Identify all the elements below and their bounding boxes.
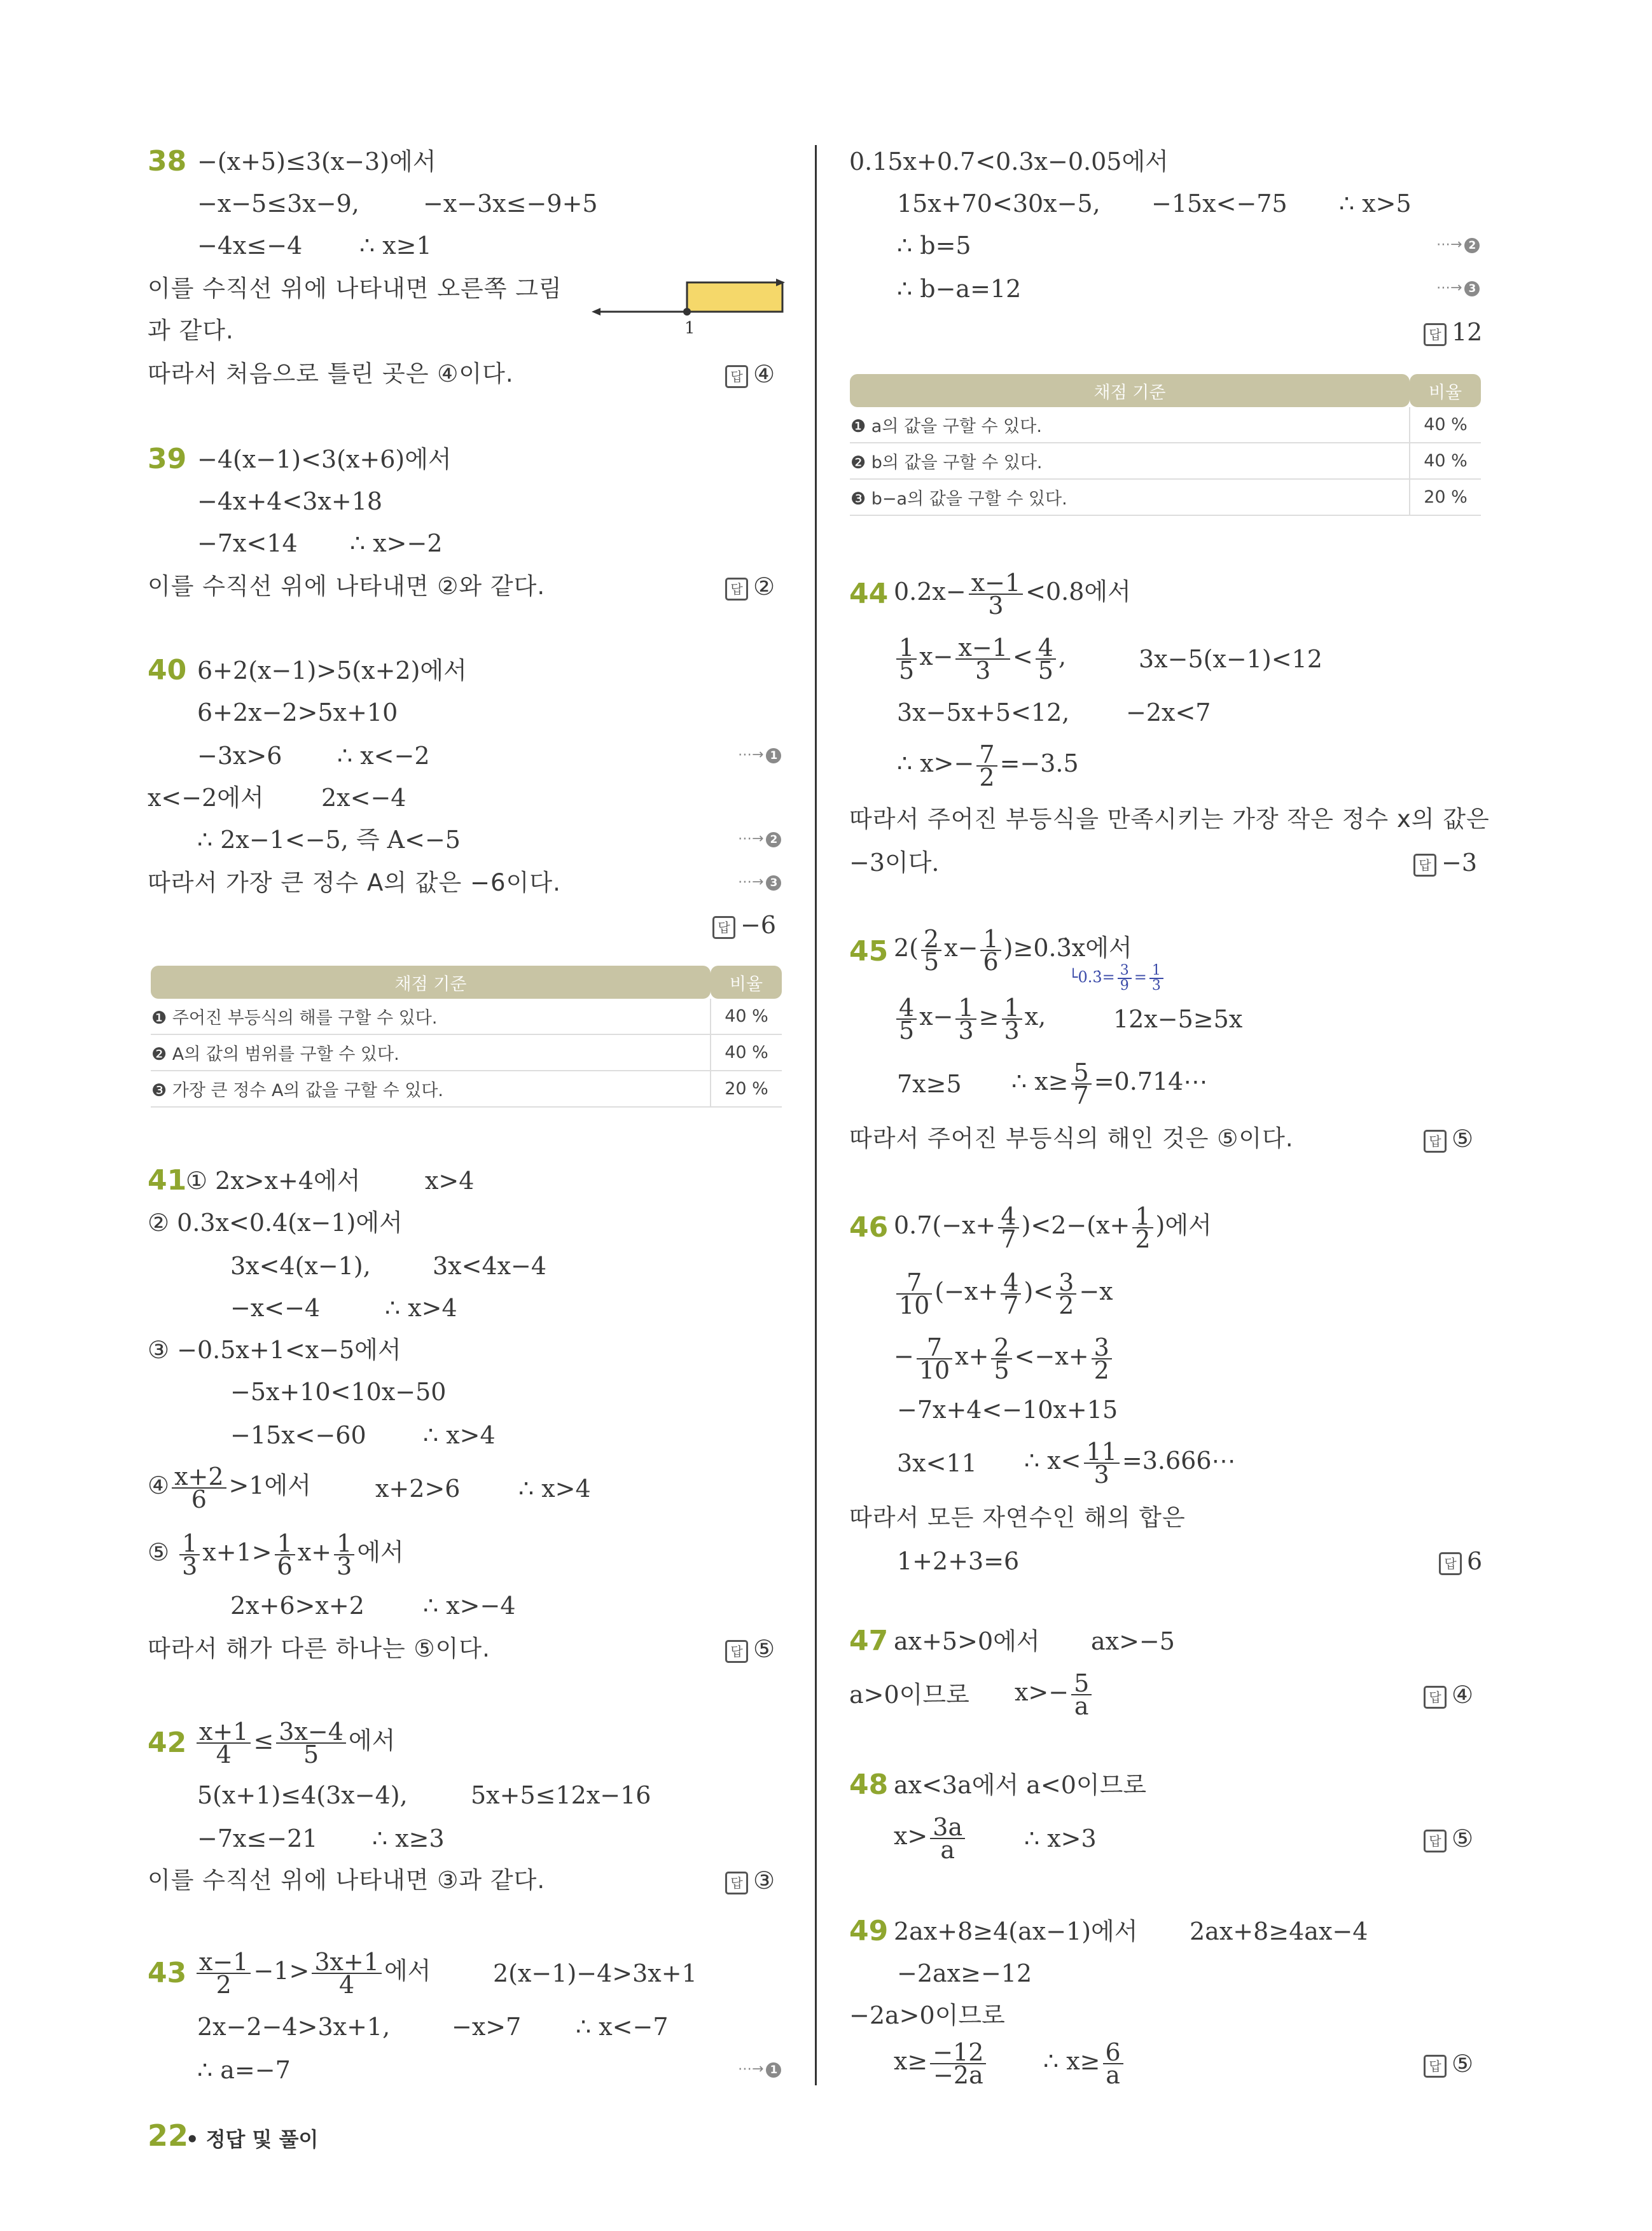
eq-line: ∴ x<−2 [337, 742, 430, 770]
eq-line: −(x+5)≤3(x−3)에서 [197, 148, 436, 176]
eq-line: ax<3a에서 a<0이므로 [894, 1771, 1147, 1799]
answer: 답 ⑤ [1424, 1824, 1473, 1852]
ratio: 40 % [1410, 407, 1481, 443]
eq-line: ∴ b=5 [897, 232, 971, 260]
answer: 답 ④ [725, 360, 775, 388]
eq-line: ① 2x>x+4에서 [186, 1167, 361, 1195]
closed-point [683, 308, 691, 316]
column-divider [815, 145, 817, 2085]
answer: 답 ⑤ [1424, 1125, 1473, 1153]
eq-line: ∴ x>−4 [423, 1592, 516, 1620]
step-marker: ⋯→ 3 [1436, 280, 1480, 296]
text-line: 따라서 주어진 부등식을 만족시키는 가장 작은 정수 x의 값은 [849, 805, 1490, 833]
eq-line: −2a>0이므로 [849, 2001, 1005, 2029]
eq-line: ③ −0.5x+1<x−5에서 [148, 1336, 401, 1364]
eq-line: −x−5≤3x−9, [197, 190, 359, 218]
eq-line: 2( $\frac{2}{5}$ x− $\frac{1}{6}$ )≥0.3̇x에서 [894, 924, 1132, 976]
eq-line: ∴ x>3 [1024, 1824, 1097, 1852]
answer-icon: 답 [712, 916, 735, 939]
eq-line: 7x≥5 [897, 1070, 962, 1098]
answer: 답 −3 [1413, 849, 1477, 877]
problem-number: 38 [148, 145, 187, 177]
eq-line: ∴ b−a=12 [897, 275, 1022, 303]
eq-line: −7x<14 [197, 529, 298, 557]
eq-line: −7x+4<−10x+15 [897, 1396, 1118, 1424]
eq-line: ∴ x>4 [385, 1294, 457, 1322]
eq-line: ∴ x>4 [423, 1421, 496, 1449]
step-marker: ⋯→ 1 [738, 747, 781, 763]
eq-line: ∴ 2x−1<−5, 즉 A<−5 [197, 826, 461, 854]
eq-line: ∴ x≥3 [372, 1824, 445, 1852]
criterion: ❸ 가장 큰 정수 A의 값을 구할 수 있다. [151, 1071, 711, 1107]
criterion: ❶ a의 값을 구할 수 있다. [850, 407, 1410, 443]
number-line-diagram [592, 274, 786, 337]
eq-line: −x>7 [452, 2013, 522, 2041]
text-line: 따라서 처음으로 틀린 곳은 ④이다. [148, 360, 514, 387]
criterion: ❸ b−a의 값을 구할 수 있다. [850, 479, 1410, 515]
eq-line: x≥ $\frac{-12}{-2a}$ [894, 2036, 989, 2087]
grading-table [151, 966, 782, 1108]
text-line: 이를 수직선 위에 나타내면 ③과 같다. [148, 1866, 546, 1894]
eq-line: −7x≤−21 [197, 1824, 318, 1852]
solution-region [687, 282, 782, 312]
grading-table [850, 374, 1481, 516]
eq-line: 3x<11 [897, 1449, 977, 1477]
eq-line: ⑤ $\frac{1}{3}$ x+1> $\frac{1}{6}$ x+ $\frac{1}{3}$ 에서 [148, 1529, 404, 1580]
eq-line: 2ax+8≥4ax−4 [1190, 1917, 1368, 1945]
ratio: 20 % [711, 1071, 782, 1107]
answer: 답 ⑤ [1424, 2050, 1473, 2078]
note-annotation: └0.3̇= $\frac{3}{9}$ = $\frac{1}{3}$ [1069, 963, 1166, 993]
ratio: 40 % [711, 999, 782, 1034]
page-number: 22 [148, 2118, 189, 2153]
text-line: 따라서 해가 다른 하나는 ⑤이다. [148, 1635, 490, 1662]
text-line: 이를 수직선 위에 나타내면 오른쪽 그림 [148, 275, 562, 302]
problem-number: 43 [148, 1957, 187, 1989]
answer: 답 ③ [725, 1866, 775, 1894]
eq-line: 2(x−1)−4>3x+1 [493, 1959, 697, 1987]
eq-line: −x<−4 [230, 1294, 321, 1322]
text-line: 따라서 가장 큰 정수 A의 값은 −6이다. [148, 869, 561, 896]
problem-number: 46 [849, 1211, 889, 1244]
answer-icon: 답 [1424, 1130, 1447, 1153]
eq-line: 1+2+3=6 [897, 1547, 1020, 1575]
eq-line: ∴ x≥ $\frac{6}{a}$ [1043, 2036, 1126, 2087]
step-marker: ⋯→ 2 [1436, 237, 1480, 253]
text-line: −3이다. [849, 849, 940, 877]
problem-number: 40 [148, 654, 187, 686]
eq-line: $\frac{7}{10}$ (−x+ $\frac{4}{7}$ )< $\frac{3}{2}$ −x [894, 1266, 1113, 1317]
eq-line: 2x<−4 [321, 784, 406, 812]
eq-line: ∴ a=−7 [197, 2056, 291, 2084]
text-line: 이를 수직선 위에 나타내면 ②와 같다. [148, 573, 546, 600]
tick-label: 1 [684, 319, 695, 337]
ratio: 20 % [1410, 479, 1481, 515]
answer: 답 ② [725, 573, 775, 601]
eq-line: −15x<−75 [1151, 190, 1288, 218]
eq-line: 3x−5x+5<12, [897, 698, 1070, 726]
problem-number: 39 [148, 443, 187, 475]
eq-line: −4(x−1)<3(x+6)에서 [197, 445, 452, 473]
eq-line: 0.2x− $\frac{x-1}{3}$ <0.8에서 [894, 568, 1131, 620]
eq-line: x> $\frac{3a}{a}$ [894, 1811, 968, 1861]
answer: 답 6 [1439, 1547, 1482, 1575]
ratio: 40 % [1410, 443, 1481, 479]
answer-icon: 답 [1424, 323, 1447, 346]
grading-header: 채점 기준 [151, 966, 711, 999]
eq-line: ∴ x>4 [518, 1475, 591, 1503]
answer-icon: 답 [1424, 1830, 1447, 1852]
eq-line: a>0이므로 [849, 1681, 969, 1709]
eq-line: −4x≤−4 [197, 232, 303, 260]
eq-line: 3x−5(x−1)<12 [1139, 645, 1322, 673]
answer: 답 ④ [1424, 1681, 1473, 1709]
eq-line: ∴ x>5 [1339, 190, 1412, 218]
eq-line: $\frac{x-1}{2}$ −1> $\frac{3x+1}{4}$ 에서 [194, 1945, 431, 1996]
criterion: ❷ A의 값의 범위를 구할 수 있다. [151, 1034, 711, 1071]
eq-line: ∴ x<−7 [576, 2013, 669, 2041]
eq-line: 6+2(x−1)>5(x+2)에서 [197, 657, 467, 685]
eq-line: ④ $\frac{x+2}{6}$ >1에서 [148, 1462, 311, 1513]
eq-line: −x−3x≤−9+5 [423, 190, 598, 218]
step-marker: ⋯→ 3 [738, 874, 781, 891]
eq-line: ∴ x< $\frac{11}{3}$ =3.666⋯ [1024, 1437, 1236, 1489]
problem-number: 42 [148, 1727, 187, 1759]
problem-number: 44 [849, 578, 889, 610]
section-title: • 정답 및 풀이 [186, 2127, 319, 2151]
step-marker: ⋯→ 2 [738, 831, 781, 847]
step-marker: ⋯→ 1 [738, 2061, 781, 2078]
eq-line: ② 0.3x<0.4(x−1)에서 [148, 1209, 403, 1237]
eq-line: −2ax≥−12 [897, 1959, 1032, 1987]
eq-line: ax+5>0에서 [894, 1627, 1040, 1655]
eq-line: −3x>6 [197, 742, 282, 770]
eq-line: 0.7(−x+ $\frac{4}{7}$ )<2−(x+ $\frac{1}{2}$ )에서 [894, 1202, 1212, 1253]
eq-line: 3x<4x−4 [433, 1252, 547, 1280]
answer-icon: 답 [1413, 854, 1436, 877]
eq-line: ∴ x≥ $\frac{5}{7}$ =0.714⋯ [1011, 1058, 1208, 1109]
answer-icon: 답 [725, 365, 748, 388]
eq-line: ax>−5 [1091, 1627, 1175, 1655]
answer-icon: 답 [725, 578, 748, 601]
problem-number: 49 [849, 1915, 889, 1947]
eq-line: $\frac{4}{5}$ x− $\frac{1}{3}$ ≥ $\frac{1}{3}$ x, [894, 991, 1046, 1042]
problem-number: 45 [849, 935, 889, 968]
eq-line: 2x+6>x+2 [230, 1592, 364, 1620]
text-line: 따라서 주어진 부등식의 해인 것은 ⑤이다. [849, 1125, 1294, 1152]
grading-header: 채점 기준 [850, 374, 1410, 407]
eq-line: 3x<4(x−1), [230, 1252, 371, 1280]
criterion: ❷ b의 값을 구할 수 있다. [850, 443, 1410, 479]
eq-line: x>4 [425, 1167, 475, 1195]
ratio-header: 비율 [1410, 374, 1481, 407]
text-line: 과 같다. [148, 317, 234, 344]
eq-line: x>− $\frac{5}{a}$ [1015, 1667, 1094, 1718]
ratio-header: 비율 [711, 966, 782, 999]
problem-number: 48 [849, 1769, 889, 1801]
answer: 답 −6 [712, 911, 776, 939]
problem-number: 47 [849, 1625, 889, 1657]
eq-line: 12x−5≥5x [1113, 1005, 1243, 1033]
answer: 답 ⑤ [725, 1635, 775, 1663]
eq-line: −2x<7 [1126, 698, 1211, 726]
eq-line: 5(x+1)≤4(3x−4), [197, 1781, 408, 1809]
eq-line: ∴ x≥1 [359, 232, 432, 260]
eq-line: 2ax+8≥4(ax−1)에서 [894, 1917, 1138, 1945]
answer-icon: 답 [1439, 1552, 1462, 1575]
eq-line: 6+2x−2>5x+10 [197, 698, 398, 726]
eq-line: ∴ x>−2 [350, 529, 443, 557]
eq-line: 5x+5≤12x−16 [471, 1781, 651, 1809]
answer-icon: 답 [725, 1872, 748, 1894]
eq-line: 15x+70<30x−5, [897, 190, 1100, 218]
answer: 답 12 [1424, 318, 1482, 346]
eq-line: −4x+4<3x+18 [197, 487, 383, 515]
eq-line: 0.15x+0.7<0.3x−0.05에서 [849, 148, 1169, 176]
eq-line: 2x−2−4>3x+1, [197, 2013, 391, 2041]
arrow-left-icon [592, 308, 600, 316]
ratio: 40 % [711, 1034, 782, 1071]
eq-line: x<−2에서 [148, 784, 264, 812]
answer-icon: 답 [1424, 2055, 1447, 2078]
problem-number: 41 [148, 1164, 187, 1197]
eq-line: x+2>6 [375, 1475, 461, 1503]
eq-line: −5x+10<10x−50 [230, 1378, 447, 1406]
answer-icon: 답 [1424, 1686, 1447, 1709]
eq-line: ∴ x>− $\frac{7}{2}$ =−3.5 [897, 740, 1079, 791]
criterion: ❶ 주어진 부등식의 해를 구할 수 있다. [151, 999, 711, 1034]
eq-line: − $\frac{7}{10}$ x+ $\frac{2}{5}$ <−x+ $\frac{3}{2}$ [894, 1331, 1114, 1382]
answer-icon: 답 [725, 1640, 748, 1663]
eq-line: −15x<−60 [230, 1421, 366, 1449]
eq-line: $\frac{1}{5}$ x− $\frac{x-1}{3}$ < $\frac{4}{5}$ , [894, 631, 1066, 682]
text-line: 따라서 모든 자연수인 해의 합은 [849, 1504, 1186, 1531]
eq-line: $\frac{x+1}{4}$ ≤ $\frac{3x-4}{5}$ 에서 [194, 1715, 395, 1766]
